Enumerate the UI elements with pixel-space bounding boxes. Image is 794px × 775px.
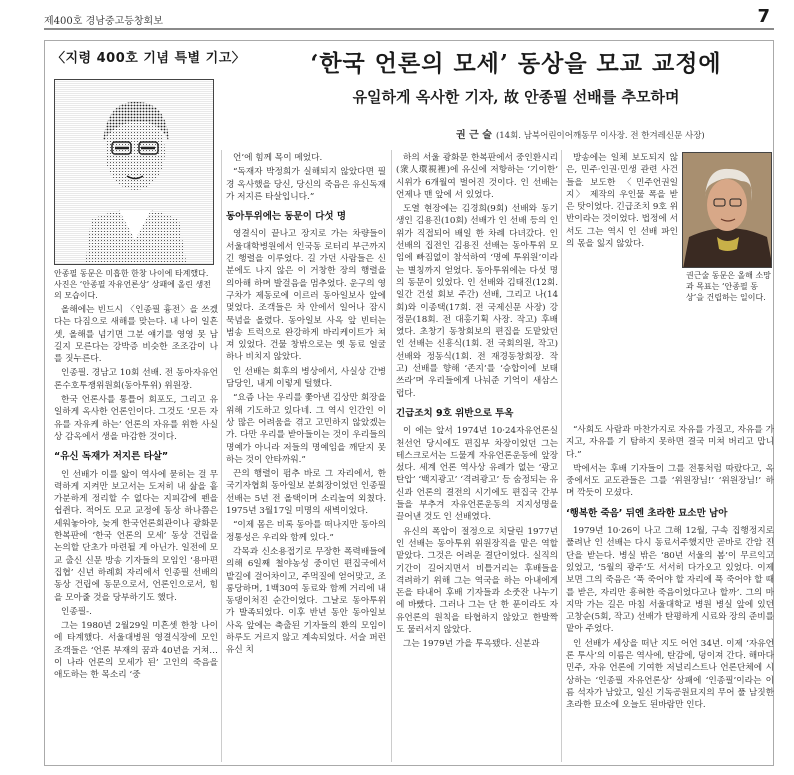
byline	[456, 126, 772, 141]
paragraph: 한국 언론사를 통틀어 회포도, 그리고 유일하게 옥사한 언론인이다. 그것도 ‘모든 자유를 자유케 하는’ 언론의 자유를 위한 사실상 감옥에서 생을 마감한 것이다.	[54, 395, 218, 442]
paragraph: 인종필-.	[60, 606, 92, 617]
kicker: 〈지령 400호 기념 특별 기고〉	[52, 51, 246, 66]
article-column-4-top	[566, 152, 678, 452]
paragraph: 인종필. 경남고 10회 선배. 전 동아자유언론수호투쟁위원회(동아투위) 위원장.	[54, 368, 218, 391]
article-column-1	[54, 304, 218, 762]
headline: ‘한국 언론의 모세’ 동상을 모교 교정에	[310, 50, 722, 77]
paragraph: 언’에 힘께 목이 메었다.	[232, 153, 323, 163]
section-heading: 동아투위에는 동문이 다섯 명	[226, 211, 347, 223]
paragraph: 이 에는 앞서 1974년 10·24자유언론실천선언 당시에도 편집부 차장이었던 그는 테스크로서는 드물게 자유언론운동에 앞장섰다. 세계 언론 역사상 유례가 없는 ‘광고탄압’ ‘백지광고’ ‘격려광고’ 등 숨정되는 유신과 언론의 결전의 시기에도 편집국 간부들을 부추겨 자유언론운동의 지지성명을 끌어낸 것도 인 선배였다.	[396, 426, 558, 523]
page-header	[44, 6, 774, 30]
paragraph: 1979년 10·26이 나고 그해 12월, 구속 집행정지로 풀려난 인 선배는 다시 동료서주했지만 곧바로 간암 진단을 받는다. 병실 밖은 ‘80년 서울의 봄’이 무르익고 있었고, ‘5월의 광주’도 서서히 다가오고 있었다. 이제 보면 그의 죽음은 ‘푹 죽어야 할 자리에 푹 죽어야 할 때를 받은, 자리만 흥혀한 죽음이었다고나 할까’. 그의 마지막 가는 길은 마침 서울대학교 병원 병실 앞에 있던 고창순(5회, 작고) 선배가 탄평하게 시료와 장의 준비를 맡아 주었다.	[566, 526, 774, 635]
column-rule	[221, 150, 222, 762]
paragraph: 끈의 행렬이 펌추 바로 그 자리에서, 한국기자협회 동아일보 분회장이었던 인종필 선배는 5년 전 올택이며 소리높여 외쳤다. 1975년 3월17일 미명의 새벽이었다.	[226, 469, 386, 517]
page-number: 7	[757, 6, 770, 27]
paragraph: 도열 현장에는 김경희(9회) 선배와 동기생인 김용진(10회) 선배가 인 선배 등의 인위가 직접되어 배일 한 차례 다녀갔다. 인 선배의 집전인 김용진 선배는 동아투위 모임에 빠짐없이 참석하여 ‘명예 투위원’이라는 별칭까지 얻었다. 동아투위에는 다섯 명의 동문이 있었다. 인 선배와 김태진(12회. 일간 건설 회보 주간) 선배, 그리고 나(14회)와 이종택(17회. 전 국제신문 사장) 강정문(18회. 전 대홍기획 사장. 작고) 후배였다. 초창기 동창회보의 편집을 도맡았던 인 선배는 신흥식(1회. 전 국회의원, 작고) 선배와 정동식(1회. 전 재경동창회장. 작고) 선배를 향해 ‘존지’를 ‘승합이에 보태 쓰라’며 우리들에게 나눠준 기억이 새삼스럽다.	[396, 204, 558, 399]
paragraph: 인 선배가 이를 앓이 역사에 묻히는 걸 무력하게 지켜만 보고서는 도저히 내 삶을 흩가분하게 정리할 수 없다는 지피감에 펜을 쉽쥔다. 적어도 모교 교정에 동상 하나쯤은 세워놓아야, 늦게 한국언론회관이나 광화문 한복판에 ‘한국 언론의 모세’ 동상 건립을 논의할 단초가 마련될 게 아닌가. 일전에 모교 출신 신문 방송 기자들의 모임인 ‘용마편집협’ 신년 하례회 자리에서 인종필 선배의 동상 건립에 동문으로서, 언론인으로서, 힘을 모아줄 것을 당부하기도 했다.	[54, 469, 218, 603]
section-heading: ‘행복한 죽음’ 뒤엔 초라한 묘소만 남아	[566, 507, 728, 519]
paragraph: 하의 서울 광화문 한복판에서 중인환시리(衆人環視裡)에 유신에 저항하는 ‘기이한’ 시위가 6개월여 벌어진 것이다. 인 선배는 언제나 맨 앞에 서 있었다.	[396, 153, 558, 200]
paragraph: 인 선배가 세상을 떠난 지도 어언 34년. 이제 ‘자유언론 투사’의 이름은 역사에, 탄감에, 덩이져 간다. 해마다 민주, 자유 언론에 기여한 저널리스트나 언론단체에 시상하는 ‘인종필 자유언론상’ 상패에 ‘인종필’이라는 이름 석자가 남았고, 일신 기독공원묘지의 무어 풀 남짓한 초라한 묘소에 오늘도 된바람만 인다.	[566, 638, 774, 711]
paragraph: 인 선배는 회후의 병상에서, 사실상 간병 담당인, 내게 이렇게 털했다.	[226, 366, 386, 390]
subheadline: 유일하게 옥사한 기자, 故 안종필 선배를 추모하며	[352, 88, 680, 106]
article-column-3	[396, 152, 558, 762]
byline-desc: (14회. 남북어린이어깨동무 이사장. 전 한겨레신문 사장)	[495, 131, 705, 141]
section-heading: 긴급조치 9호 위반으로 투옥	[396, 407, 514, 419]
paragraph: “독재자 박정희가 실해되지 않았다면 필경 옥사했을 당신, 당신의 죽음은 유신독재가 저지른 타살입니다.”	[226, 167, 386, 202]
column-rule	[391, 150, 392, 762]
section-heading: “유신 독재가 저지른 타살”	[54, 451, 169, 463]
paragraph: “요즘 나는 우리를 쫓아낸 김상만 회장을 위해 기도하고 있다네. 그 역시 인간인 이상 많은 어려움을 겪고 고민하지 않았겠는가. 다만 우리를 받아들이는 것이 우리들의 명예가 아니라 저들의 명예임을 깨닫지 못하는 것이 안타까워.”	[226, 393, 386, 465]
paragraph: 영결식이 끝나고 장지로 가는 차량들이 서울대학병원에서 인국동 로터리 부근까지 긴 행렬을 이루었다. 길 가던 사람들은 신분에도 나지 않은 이 거창한 장의 행렬을 의아해 하며 발걸음을 멈추었다. 운구의 영구차가 제동로에 이르러 동아일보사 앞에 멎었다. 조객들은 차 안에서 일어나 잠시 묵념을 올렸다. 동아일보 사옥 앞 빈터는 범송 트럭으로 완강하게 바리케이트가 쳐져 있었다. 건물 창밖으로는 옛 동료 얼굴 하나 비치지 않았다.	[226, 229, 386, 363]
article-column-2	[226, 152, 386, 762]
paragraph: “이제 몸은 비록 동아를 떠나지만 동아의 정통성은 우리와 함께 있다.”	[226, 520, 386, 543]
portrait-photo-right	[682, 152, 772, 268]
paragraph: 올해에는 빈드시 〈인종필 흉전〉을 쓰겠다는 다짐으로 새해를 맞는다. 내 나이 일흔셋, 올해를 넘기면 그분 얘기를 영영 못 남길지 모른다는 강박증 비슷한 조조감이 나를 짓누른다.	[54, 305, 218, 365]
portrait-illustration	[55, 80, 214, 265]
column-rule	[561, 150, 562, 762]
paragraph: 각목과 신소용접기로 무장한 폭력배들에 의해 6일째 철야농성 중이던 편집국에서 밭길에 걸어차이고, 주먹질에 얻어맞고, 조롱당하며, 1백30여 동료와 함께 거리에 내동댕이처진 순간이었다. 그날로 동아투위가 발족되었다. 이후 반년 동안 동아일보 사옥 앞에는 축출된 기자들의 환의 모임이 하루도 거르지 않고 계속되었다. 서슬 퍼런 유신 치	[226, 546, 386, 656]
article-column-4-bottom	[566, 424, 774, 762]
paragraph: 방송에는 일체 보도되지 않은, 민주·인권·민생 관련 사건들을 보도한 〈민주언권일지〉 제작의 우인물 폭을 받은 탓이었다. 긴급조치 9호 위반이라는 것이었다. 법정에 서서도 그는 역시 인 선배 파인의 몫을 잃지 않았다.	[566, 153, 678, 250]
paragraph: 유신의 폭압이 절정으로 치달린 1977년 인 선배는 동아투위 위원장직을 맡은 역할 맡았다. 그것은 어려운 결단이었다. 실직의 기간이 길어지면서 비틀거리는 후배들을 격려하기 위해 그는 역국을 하는 아내에게 돈을 타내어 후배 기자들과 소줏잔 나누기에 바빴다. 그러나 그는 단 한 푼이라도 자유언론의 원칙을 타협하지 않았고 한발짝도 물러서지 않았다.	[396, 526, 558, 635]
photo-caption-left: 안종필 동문은 미흡한 한창 나이에 타계했다. 사진은 ‘안종필 자유언론상’ 상패에 올린 생전의 모습이다.	[54, 269, 211, 300]
paragraph: 박에서는 후배 기자들이 그를 전통처럼 따랐다고, 옥중에서도 교도관들은 그를 ‘위원장님!’ ‘위원장님!’ 하며 깍듯이 모셨다.	[566, 463, 774, 499]
byline-name: 권 근 술	[456, 130, 492, 141]
paragraph: “사회도 사람과 마찬가지로 자유를 가질고, 자유를 가지고, 자유를 기 탐하지 못하면 결국 미쳐 버리고 맙니다.”	[566, 425, 774, 460]
paragraph: 그는 1979년 가을 투옥됐다. 신분과	[402, 639, 540, 650]
issue-label: 제400호 경남중고등창회보	[44, 16, 163, 27]
paragraph: 그는 1980년 2월29일 미흔셋 한창 나이에 타계했다. 서울대병원 영결식장에 모인 조객들은 ‘언론 부재의 꿈과 40년을 거쳐…이 나라 언론의 모세가 된’ 고인의 죽음을 애도하는 한 목소리 ‘중	[54, 621, 218, 681]
photo-caption-right: 권근술 동문은 올해 소망과 목표는 ‘안종필 동상’을 건립하는 일이다.	[686, 271, 771, 302]
portrait-photo-left	[54, 79, 214, 265]
portrait-illustration-color	[683, 153, 772, 268]
